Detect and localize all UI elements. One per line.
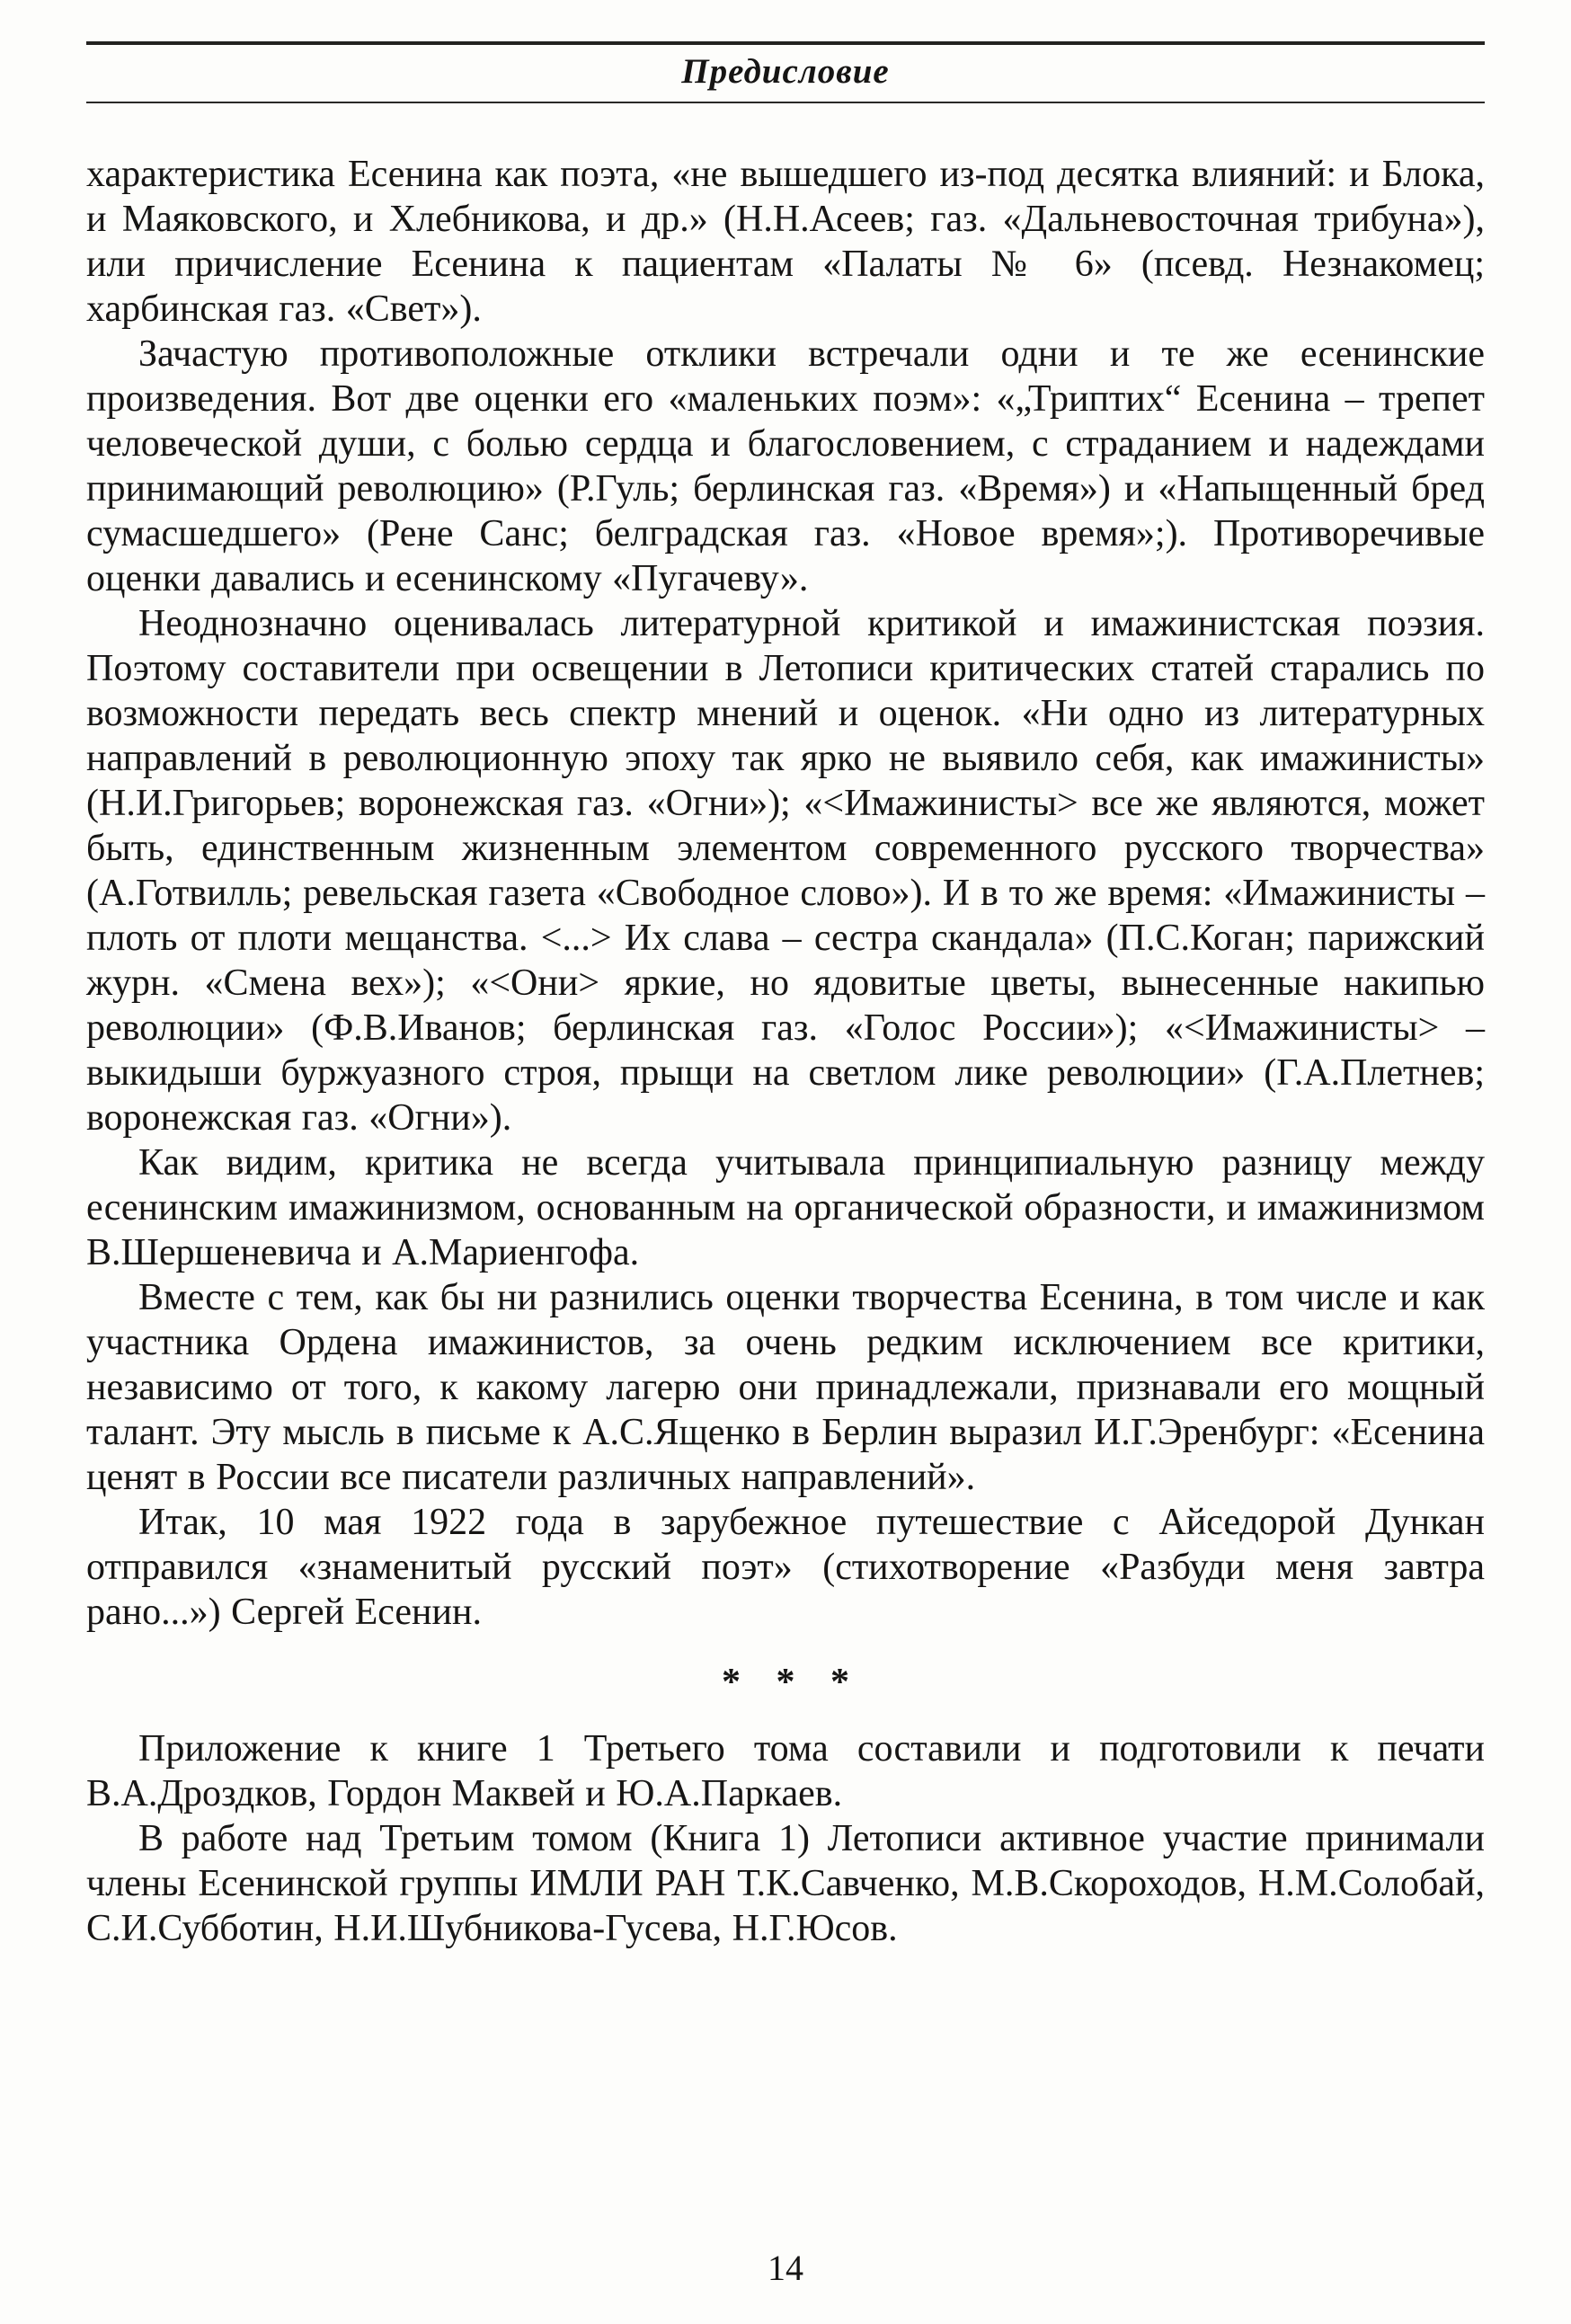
paragraph-2: Зачастую противоположные отклики встречали одни и те же есенинские произведения. Вот две оценки его «маленьких поэм»: «„Триптих“ Есенина – трепет человеческой души, с болью сердца и благословением, с страданием и надеждами принимающий революцию» (Р.Гуль; берлинская газ. «Время») и «Напыщенный бред сумасшедшего» (Рене Санс; белградская газ. «Новое время»;). Противоречивые оценки давались и есенинскому «Пугачеву». bbox=[86, 333, 1485, 599]
paragraph-4: Как видим, критика не всегда учитывала принципиальную разницу между есенинским имажинизмом, основанным на органической образности, и имажинизмом В.Шершеневича и А.Мариенгофа. bbox=[86, 1141, 1485, 1273]
page-footer bbox=[0, 2250, 1571, 2286]
paragraph-5: Вместе с тем, как бы ни разнились оценки творчества Есенина, в том числе и как участника Ордена имажинистов, за очень редким исключением все критики, независимо от того, к какому лагерю они принадлежали, признавали его мощный талант. Эту мысль в письме к А.С.Ященко в Берлин выразил И.Г.Эренбург: «Есенина ценят в России все писатели различных направлений». bbox=[86, 1276, 1485, 1498]
paragraph-3: Неоднозначно оценивалась литературной критикой и имажинистская поэзия. Поэтому составители при освещении в Летописи критических статей старались по возможности передать весь спектр мнений и оценок. «Ни одно из литературных направлений в революционную эпоху так ярко не выявило себя, как имажинисты» (Н.И.Григорьев; воронежская газ. «Огни»); «<Имажинисты> все же являются, может быть, единственным жизненным элементом современного русского творчества» (А.Готвилль; ревельская газета «Свободное слово»). И в то же время: «Имажинисты – плоть от плоти мещанства. <...> Их слава – сестра скандала» (П.С.Коган; парижский журн. «Смена вех»); «<Они> яркие, но ядовитые цветы, вынесенные накипью революции» (Ф.В.Иванов; берлинская газ. «Голос России»); «<Имажинисты> – выкидыши буржуазного строя, прыщи на светлом лике революции» (Г.А.Плетнев; воронежская газ. «Огни»). bbox=[86, 602, 1485, 1139]
paragraph-1: характеристика Есенина как поэта, «не вышедшего из-под десятка влияний: и Блока, и Маяковского, и Хлебникова, и др.» (Н.Н.Асеев; газ. «Дальневосточная трибуна»), или причисление Есенина к пациентам «Палаты № 6» (псевд. Незнакомец; харбинская газ. «Свет»). bbox=[86, 153, 1485, 330]
paragraph-6: Итак, 10 мая 1922 года в зарубежное путешествие с Айседорой Дункан отправился «знаменитый русский поэт» (стихотворение «Разбуди меня завтра рано...») Сергей Есенин. bbox=[86, 1501, 1485, 1633]
paragraph-7: Приложение к книге 1 Третьего тома составили и подготовили к печати В.А.Дроздков, Гордон Маквей и Ю.А.Паркаев. bbox=[86, 1727, 1485, 1814]
body-text bbox=[86, 152, 1485, 1951]
running-head-title: Предисловие bbox=[681, 52, 890, 91]
section-separator: * * * bbox=[722, 1661, 862, 1703]
page-header bbox=[86, 41, 1485, 103]
page-number: 14 bbox=[768, 2248, 803, 2288]
paragraph-8: В работе над Третьим томом (Книга 1) Летописи активное участие принимали члены Есенинской группы ИМЛИ РАН Т.К.Савченко, М.В.Скороходов, Н.М.Солобай, С.И.Субботин, Н.И.Шубникова-Гусева, Н.Г.Юсов. bbox=[86, 1817, 1485, 1949]
header-rule-bottom bbox=[86, 102, 1485, 103]
